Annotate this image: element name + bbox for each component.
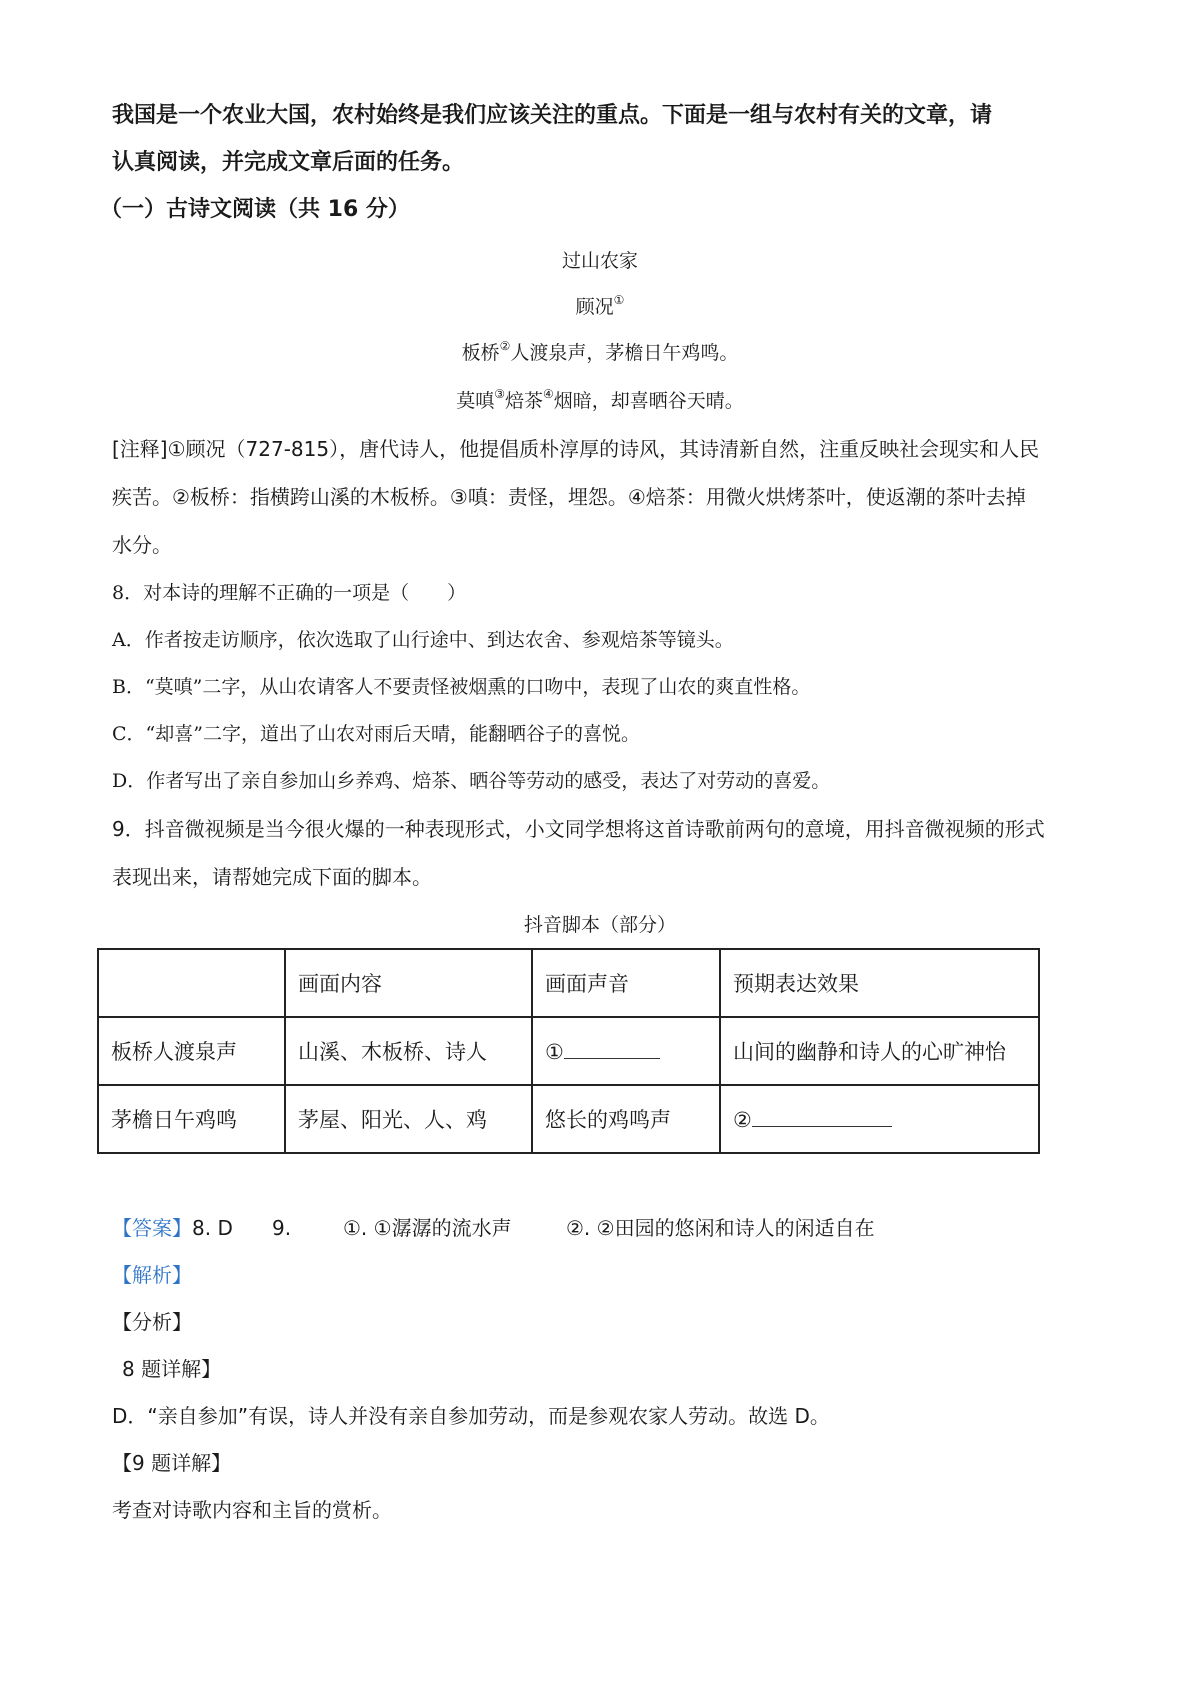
answer-label: 【答案】	[112, 1216, 192, 1240]
blank-number: ①	[545, 1040, 564, 1064]
analysis-label: 【解析】	[112, 1263, 192, 1287]
q9-detail-text: 考查对诗歌内容和主旨的赏析。	[112, 1498, 392, 1522]
table-cell: 茅檐日午鸡鸣	[98, 1085, 285, 1153]
table-header-cell: 预期表达效果	[720, 949, 1039, 1017]
q8-option-c: C．“却喜”二字，道出了山农对雨后天晴，能翻晒谷子的喜悦。	[112, 723, 640, 745]
answer-q9-part-2: ②. ②田园的悠闲和诗人的闲适自在	[566, 1216, 875, 1240]
notes-line-2: 疾苦。②板桥：指横跨山溪的木板桥。③嗔：责怪，埋怨。④焙茶：用微火烘烤茶叶，使返潮的茶叶去掉	[112, 485, 1026, 509]
answer-q9-number: 9.	[272, 1216, 292, 1240]
fenxi-label: 【分析】	[112, 1310, 192, 1334]
table-header-cell: 画面声音	[532, 949, 720, 1017]
table-cell-blank-2	[720, 1085, 1039, 1153]
q8-detail-text: D．“亲自参加”有误，诗人并没有亲自参加劳动，而是参观农家人劳动。故选 D。	[112, 1404, 830, 1428]
answer-blank-line	[752, 1106, 892, 1127]
footnote-marker: ③	[494, 387, 505, 401]
table-caption: 抖音脚本（部分）	[523, 914, 676, 936]
q8-option-a: A．作者按走访顺序，依次选取了山行途中、到达农舍、参观焙茶等镜头。	[112, 629, 734, 651]
q9-detail-heading: 【9 题详解】	[112, 1451, 232, 1475]
poem-line-2	[0, 386, 1200, 416]
q8-detail-heading: 8 题详解】	[122, 1357, 222, 1381]
poem-author	[0, 292, 1200, 322]
section-title: （一）古诗文阅读（共 16 分）	[100, 197, 410, 222]
table-cell: 板桥人渡泉声	[98, 1017, 285, 1085]
answer-row	[112, 1213, 233, 1243]
table-cell: 茅屋、阳光、人、鸡	[285, 1085, 532, 1153]
q8-option-d: D．作者写出了亲自参加山乡养鸡、焙茶、晒谷等劳动的感受，表达了对劳动的喜爱。	[112, 770, 831, 792]
poem-text: 板桥	[461, 342, 500, 364]
answer-blank-line	[564, 1038, 660, 1059]
footnote-marker: ①	[613, 293, 625, 307]
poem-author-name: 顾况	[575, 296, 614, 318]
answer-q9-part-1: ①. ①潺潺的流水声	[343, 1216, 512, 1240]
table-header-cell: 画面内容	[285, 949, 532, 1017]
script-table	[97, 948, 1040, 1154]
table-row	[98, 1085, 1039, 1153]
notes-line-3: 水分。	[112, 533, 172, 557]
poem-text: 人渡泉声，茅檐日午鸡鸣。	[510, 342, 739, 364]
poem-line-1	[0, 338, 1200, 368]
q8-option-b: B．“莫嗔”二字，从山农请客人不要责怪被烟熏的口吻中，表现了山农的爽直性格。	[112, 676, 811, 698]
poem-title: 过山农家	[561, 250, 638, 272]
table-header-row	[98, 949, 1039, 1017]
blank-number: ②	[733, 1108, 752, 1132]
poem-text: 烟暗，却喜晒谷天晴。	[553, 390, 744, 412]
footnote-marker: ②	[499, 339, 511, 353]
answer-q8: 8. D	[192, 1216, 233, 1240]
table-row	[98, 1017, 1039, 1085]
poem-text: 焙茶	[504, 390, 543, 412]
q9-line-2: 表现出来，请帮她完成下面的脚本。	[112, 865, 432, 889]
table-cell: 山溪、木板桥、诗人	[285, 1017, 532, 1085]
notes-line-1: [注释]①顾况（727-815），唐代诗人，他提倡质朴淳厚的诗风，其诗清新自然，注重反映社会现实和人民	[112, 437, 1040, 461]
poem-text: 莫嗔	[456, 390, 495, 412]
intro-line-2: 认真阅读，并完成文章后面的任务。	[112, 150, 465, 175]
footnote-marker: ④	[543, 387, 554, 401]
table-cell-blank-1	[532, 1017, 720, 1085]
table-cell: 山间的幽静和诗人的心旷神怡	[720, 1017, 1039, 1085]
intro-line-1: 我国是一个农业大国，农村始终是我们应该关注的重点。下面是一组与农村有关的文章，请	[112, 103, 993, 128]
table-header-cell	[98, 949, 285, 1017]
table-cell: 悠长的鸡鸣声	[532, 1085, 720, 1153]
q9-line-1: 9．抖音微视频是当今很火爆的一种表现形式，小文同学想将这首诗歌前两句的意境，用抖音微视频的形式	[112, 817, 1045, 841]
q8-stem: 8．对本诗的理解不正确的一项是（ ）	[112, 582, 467, 604]
